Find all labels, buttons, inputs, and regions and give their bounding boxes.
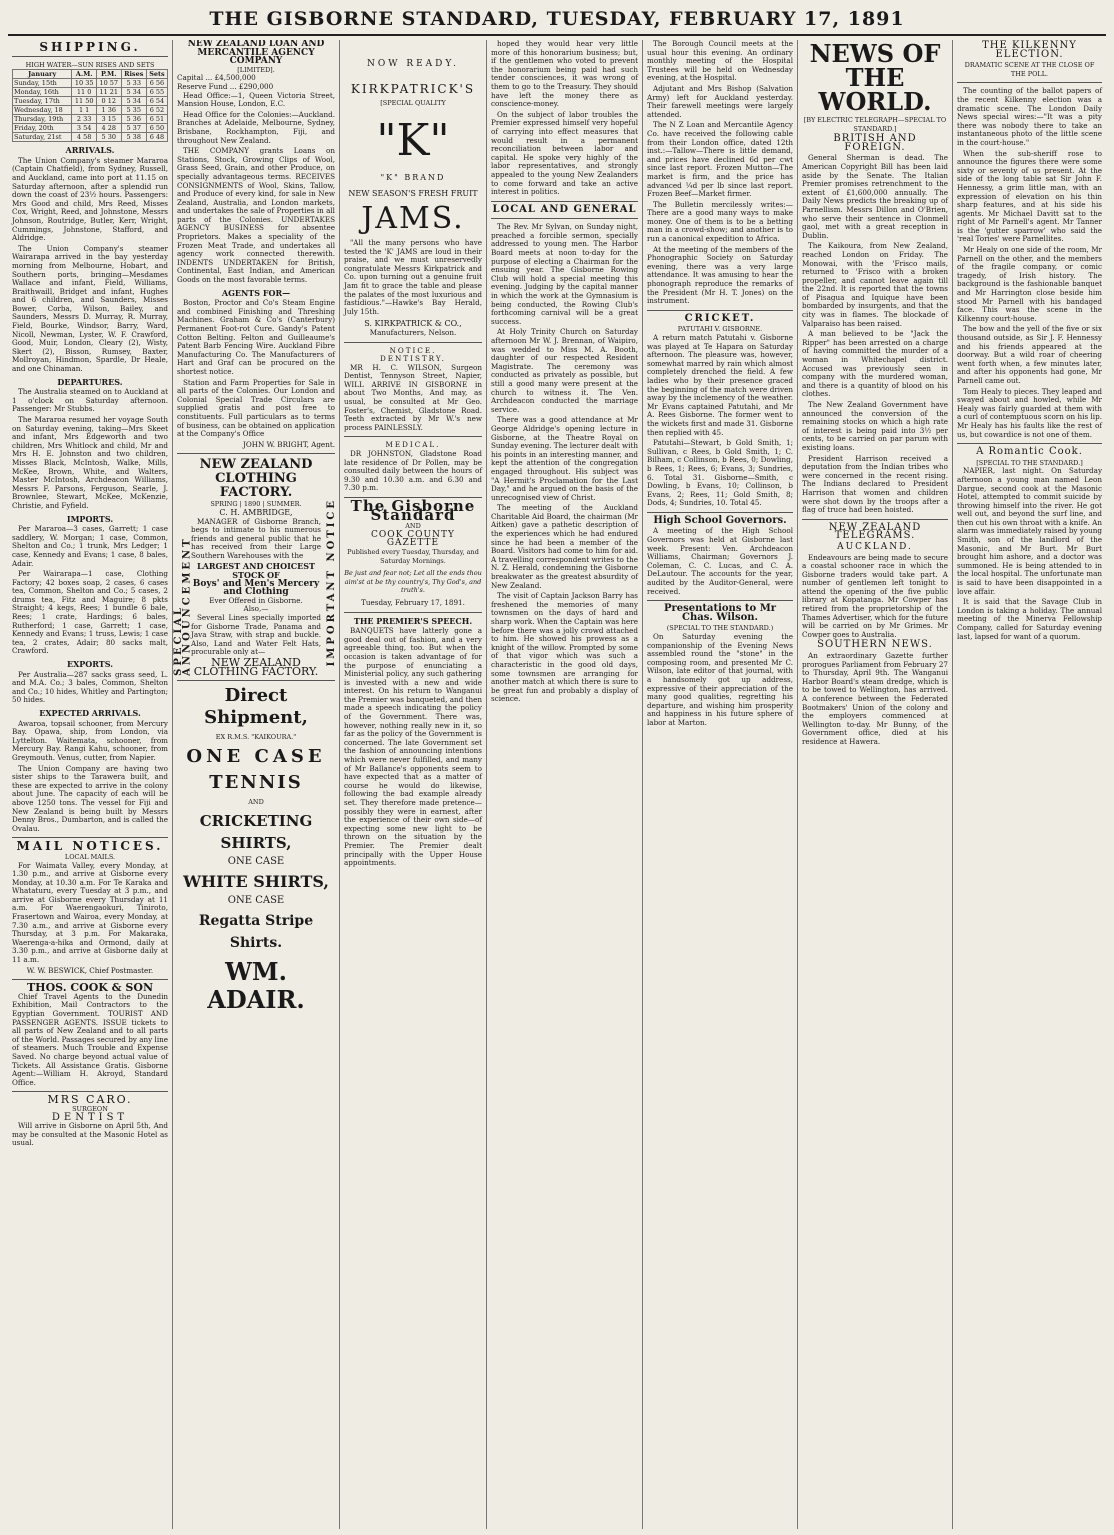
- local-mails-heading: LOCAL MAILS.: [64, 852, 116, 861]
- column-2: [173, 40, 340, 1529]
- agents-title: AGENTS FOR—: [221, 287, 291, 298]
- tide-cell: 5 33: [121, 79, 146, 88]
- kilkenny-text-5: Tom Healy to pieces. They leaped and swayed about and howled, while Mr Healy was fairly guarded at them with a curl of contemptuous scorn on his lip. Mr Healy has his faults like the rest of us, but cowardice is not one of them.: [957, 386, 1102, 439]
- direct-shipment: Direct Shipment,: [204, 685, 308, 729]
- tide-col-header: Sets: [146, 70, 167, 79]
- also-label: Also,—: [243, 604, 269, 614]
- clothing-season: SPRING | 1890 | SUMMER.: [210, 500, 302, 509]
- johnston-text: DR JOHNSTON, Gladstone Road late residence of Dr Pollen, may be consulted daily between the hours of 9.30 and 10.30 a.m. and 6.30 and 7.30 p.m.: [344, 449, 482, 493]
- column-5: [643, 40, 798, 1529]
- local-text-3: There was a good attendance at Mr George Aldridge's opening lecture in Gisborne, at the Theatre Royal on Sunday evening. The lecturer dealt with his points in an interesting manner, and kept the attention of the congregation engaged throughout. His subject was "A Hermit's Proclamation for the Last Day," and he argued on the basis of the unrecognised view of Christ.: [491, 415, 638, 502]
- union-company-text: The Union Company are having two sister ships to the Tarawera built, and these are expected to arrive in the colony about June. The capacity of each will be above 1250 tons. The vessel for Fiji and New Zealand is being built by Messrs Denny Bros., Dumbarton, and is called the Ovalau.: [12, 763, 168, 833]
- vertical-special-announcement: SPECIAL ANNOUNCEMENT: [173, 536, 193, 677]
- tide-cell: 6 52: [146, 106, 167, 115]
- wilson-dentist-text: MR H. C. WILSON, Surgeon Dentist, Tennyson Street, Napier, WILL ARRIVE IN GISBORNE in about Two Months, And may, as usual, be consulted at Mr Geo. Foster's, Chemist, Gladstone Road. Teeth extracted by Mr W.'s new process PAINLESSLY.: [344, 362, 482, 432]
- reserve-fund: Reserve Fund ... £290,000: [177, 81, 274, 91]
- and-label: AND: [248, 797, 264, 806]
- paper-nameplate: The Gisborne Standard: [350, 497, 476, 524]
- tide-row: [13, 133, 168, 142]
- world-text-4: The New Zealand Government have announced the conversion of the remaining stocks on which a high rate of interest is being paid into 3½ per cents, to be carried on par parum with existing loans.: [802, 400, 948, 452]
- presentation-title: Presentations to Mr Chas. Wilson.: [663, 603, 777, 623]
- tide-cell: 4 28: [96, 124, 121, 133]
- news-of-world-title: NEWS OF THE WORLD.: [809, 40, 941, 116]
- imports-text: Per Mararoa—3 cases, Garrett; 1 case saddlery, W. Morgan; 1 case, Common, Shelton and Co.; 1 trunk, Mrs Ledger; 1 case, Kennedy and Evans; 1 case, 8 bales, Adair.: [12, 524, 168, 568]
- medical-title: MEDICAL.: [385, 440, 441, 450]
- tide-cell: 5 34: [121, 88, 146, 97]
- mail-signature: W. W. BESWICK, Chief Postmaster.: [26, 965, 154, 975]
- nz-loan-sub: [LIMITED].: [237, 65, 275, 74]
- one-case-3: ONE CASE: [227, 894, 285, 906]
- romantic-cook-text-2: It is said that the Savage Club in London is taking a holiday. The annual meeting of the Minerva Fellowship Company, called for Saturday evening last, lapsed for want of a quorum.: [957, 597, 1102, 641]
- tide-cell: 10 35: [72, 79, 97, 88]
- tennis: TENNIS: [209, 771, 303, 793]
- premier-speech-title: THE PREMIER'S SPEECH.: [353, 615, 473, 626]
- southern-news-title: SOUTHERN NEWS.: [817, 639, 933, 651]
- tide-cell: Thursday, 19th: [13, 115, 72, 124]
- tide-cell: 5 36: [121, 115, 146, 124]
- presentation-text: On Saturday evening the companionship of the Evening News assembled round the "stone" in the composing room, and presented Mr C. Wilson, late editor of that journal, with a handsomely got up address, expressive of their appreciation of the many good qualities, regretting his departure, and wishing him prosperity and happiness in his future sphere of labor at Marton.: [647, 632, 793, 727]
- agents-text: Boston, Proctor and Co's Steam Engine and combined Finishing and Threshing Machines. Graham & Co's (Canterbury) Permanent Foot-rot Cure. Gandy's Patent Cotton Belting. Felton and Guilleaume's Patent Barb Fencing Wire. Auckland Fibre Manufacturing Co. The Manufacturers of Hart and Graf can be procured on the shortest notice.: [177, 298, 335, 376]
- clothing-text-2: Several Lines specially imported for Gisborne Trade, Panama and Java Straw, with strap and buckle. Also, Land and Water Felt Hats, procurable only at—: [191, 613, 321, 657]
- romantic-cook-title: A Romantic Cook.: [976, 446, 1083, 458]
- tide-cell: 3 15: [96, 115, 121, 124]
- auckland-title: AUCKLAND.: [837, 541, 913, 552]
- tide-cell: 6 48: [146, 133, 167, 142]
- col5-text-5: At the meeting of the members of the Phonographic Society on Saturday evening, there was a very large attendance. It was amusing to hear the phonograph reproduce the remarks of the President (Mr H. T. Jones) on the instrument.: [647, 244, 793, 306]
- regatta-shirts: Regatta Stripe Shirts.: [198, 912, 314, 951]
- romantic-cook-sub: [SPECIAL TO THE STANDARD.]: [976, 458, 1083, 467]
- kilkenny-text-3: Mr Healy on one side of the room, Mr Parnell on the other, and the members of the fragile company, or comic tragedy, of Irish history. The background is the fashionable banquet and Mr Harrington close beside him stood Mr Parnell with his bandaged face. This was the scene in the Kilkenny court-house.: [957, 245, 1102, 323]
- tide-cell: 5 34: [121, 97, 146, 106]
- tide-cell: 5 35: [121, 106, 146, 115]
- masthead: THE GISBORNE STANDARD, TUESDAY, FEBRUARY 17, 1891: [8, 4, 1106, 36]
- kirkpatrick-company: S. KIRKPATRICK & CO.,: [364, 319, 462, 329]
- white-shirts: WHITE SHIRTS,: [183, 871, 329, 891]
- tide-cell: 11 21: [96, 88, 121, 97]
- expected-arrivals-title: EXPECTED ARRIVALS.: [39, 708, 141, 718]
- tide-cell: 6 54: [146, 97, 167, 106]
- world-text-2: The Kaikoura, from New Zealand, reached London on Friday. The Monowai, with the 'Frisco mails, returned to 'Frisco with a broken propeller, and cannot leave again till the 22nd. It is reported that the towns of Pisagua and Iquique have been bombarded by insurgents, and that the city was in flames. The blockade of Valparaiso has been raised.: [802, 241, 948, 328]
- column-3: [340, 40, 487, 1529]
- departures-text-2: The Mararoa resumed her voyage South on Saturday evening, taking—Mrs Skeet and infant, Mrs Edgeworth and two children, Mrs Whitlock and child, Mr and Mrs H. E. Johnston and two children, Misses Black, McIntosh, Walke, Mills, McKee, Brown, White, and Walters, Master McIntosh, Archdeacon Williams, Messrs F. Parsons, Ferguson, Searle, J. Brownlee, Stewart, McKee, McKenzie, Christie, and Fyfield.: [12, 415, 168, 510]
- local-text-4: The meeting of the Auckland Charitable Aid Board, the chairman (Mr Aitken) gave a pathetic description of the experiences which he had endured since he had been a member of the Board. Visitors had come to him for aid. A travelling correspondent writes to the N. Z. Herald, condemning the Gisborne breakwater as the greatest absurdity of New Zealand.: [491, 503, 638, 590]
- caro-title: MRS CARO.: [47, 1093, 133, 1107]
- col4-text-2: On the subject of labor troubles the Premier expressed himself very hopeful of carrying into effect measures that would result in a permanent reconciliation between labor and capital. He spoke very highly of the labor representatives, and strongly appealed to the young New Zealanders to come forward and take an active interest in politics.: [491, 109, 638, 197]
- column-4: [487, 40, 643, 1529]
- world-text-1: General Sherman is dead. The American Copyright Bill has been laid aside by the Senate. The Italian Premier promises retrenchment to the extent of £1,600,000 annually. The Daily News predicts the breaking up of Parnellism. Messrs Dillon and O'Brien, who serve their sentence in Clonmell gaol, met with a great reception in Dublin.: [802, 153, 948, 240]
- british-foreign-title: BRITISH AND FOREIGN.: [833, 133, 917, 153]
- premier-speech-text: BANQUETS have latterly gone a good deal out of fashion, and a very agreeable thing, too. But when the occasion is taken advantage of for the purpose of enunciating a Ministerial policy, any such gathering is invested with a new and wide interest. On his return to Wanganui the Premier was banqueted, and then made a speech indicating the policy of the Government. There was, however, nothing really new in it, so far as the policy of the Government is concerned. The late Government set the fashion of announcing intentions which were never fulfilled, and many of Mr Ballance's opponents seem to have expected that as a matter of course he would do likewise, following the bad example already set. They therefore made pretence—possibly they were in earnest, after the experience of their own side—of expecting some new light to be thrown on the situation by the Premier. The Premier dealt principally with the Upper House appointments.: [344, 626, 482, 868]
- ex-kaikoura: EX R.M.S. "KAIKOURA.": [215, 733, 297, 742]
- tide-cell: 11 50: [72, 97, 97, 106]
- tide-row: [13, 79, 168, 88]
- tide-row: [13, 97, 168, 106]
- tide-cell: Saturday, 21st: [13, 133, 72, 142]
- column-6: [798, 40, 953, 1529]
- tide-heading: HIGH WATER—SUN RISES AND SETS: [25, 60, 155, 69]
- romantic-cook-text: NAPIER, last night. On Saturday afternoon a young man named Leon Dargue, second cook at the Masonic Hotel, attempted to commit suicide by throwing himself into the river. He got well out, and beyond the surf line, and then cut his own throat with a knife. An alarm was immediately raised by young Smith, son of the landlord of the Masonic, and Mr Burt. Mr Burt brought him ashore, and a doctor was summoned. He is being attended to in the local hospital. The unfortunate man is said to have been disappointed in a love affair.: [957, 466, 1103, 596]
- exports-text: Per Australia—287 sacks grass seed, L. and M.A. Co.; 3 bales, Common, Shelton and Co.; 10 hides, Whitley and Partington; 50 hides.: [12, 669, 168, 705]
- largest-stock: LARGEST AND CHOICEST STOCK OF: [197, 561, 315, 581]
- presentation-subtitle: (SPECIAL TO THE STANDARD.): [666, 624, 774, 633]
- caro-text: Will arrive in Gisborne on April 5th, And may be consulted at the Masonic Hotel as usual.: [12, 1121, 168, 1148]
- cricket-scores: Patutahi—Stewart, b Gold Smith, 1; Sullivan, c Rees, b Gold Smith, 1; C. Bilham, c Collinson, b Rees, 0; Dowling, b Rees, 1; Rees, 6; Evans, 3; Sundries, 6. Total 31. Gisborne—Smith, c Dowling, b Evans, 10; Collinson, b Evans, 2; Rees, 11; Gold Smith, 8; Dods, 4; Sundries, 10. Total 45.: [647, 438, 793, 508]
- nz-loan-text-1: Head Office for the Colonies:—Auckland. Branches at Adelaide, Melbourne, Sydney, Brisbane, Rockhampton, Fiji, and throughout New Zealand.: [177, 109, 335, 145]
- kilkenny-text-4: The bow and the yell of the five or six thousand outside, as Sir J. F. Hennessy and his friends appeared at the doorway. But a wild roar of cheering went forth when, a few minutes later, and after his opponents had gone, Mr Parnell came out.: [957, 324, 1102, 385]
- tide-cell: Tuesday, 17th: [13, 97, 72, 106]
- exports-title: EXPORTS.: [66, 659, 114, 670]
- nz-loan-text-2: THE COMPANY grants Loans on Stations, Stock, Growing Clips of Wool, Grass Seed, Grain, and other Produce, on specially advantageous terms. RECEIVES CONSIGNMENTS of Wool, Skins, Tallow, and Produce of every kind, for sale in New Zealand, Australia, and London markets, and undertakes the sale of Properties in all parts of the Colonies. UNDERTAKES AGENCY BUSINESS for absentee Proprietors. Makes a speciality of the Frozen Meat Trade, and undertakes all agency work connected therewith. INDENTS UNDERTAKEN for British, Continental, East Indian, and American Goods on the most favorable terms.: [177, 146, 335, 285]
- arrivals-text: The Union Company's steamer Mararoa (Captain Chatfield), from Sydney, Russell, and Auckland, came into port at 11.15 on Saturday afternoon, after a splendid run down the coast of 23½ hours. Passengers: Mrs Good and child, Mrs Reed, Misses Cox, Wright, Reed, and Johnstone, Messrs Johnson, Routridge, Butler, Kerr, Wright, Cummings, Johnstone, Stafford, and Aldridge.: [12, 155, 168, 243]
- world-text-3: A man believed to be "Jack the Ripper" has been arrested on a charge of having committed the murder of a woman in Whitechapel district. Accused was previously seen in company with the murdered woman, and there is a quantity of blood on his clothes.: [802, 329, 948, 399]
- cricket-text: A return match Patutahi v. Gisborne was played at Te Hapara on Saturday afternoon. The pleasure was, however, somewhat marred by rain which almost completely drenched the field. A few ladies who by their presence graced the beginning of the match were driven away by the inclemency of the weather. Mr Evans captained Patutahi, and Mr A. Rees Gisborne. The former went to the wickets first and made 31. Gisborne then replied with 45.: [647, 333, 793, 437]
- departures-title: DEPARTURES.: [57, 376, 123, 387]
- adair-name: WM. ADAIR.: [207, 956, 305, 1014]
- newspaper-columns: [8, 40, 1106, 1529]
- local-general-title: LOCAL AND GENERAL: [492, 203, 637, 215]
- now-ready: NOW READY.: [366, 59, 460, 69]
- clothing-footer: NEW ZEALAND CLOTHING FACTORY.: [193, 656, 319, 678]
- arrivals-title: ARRIVALS.: [65, 145, 115, 156]
- tide-cell: 11 0: [72, 88, 97, 97]
- kilkenny-title: THE KILKENNY ELECTION.: [982, 40, 1077, 60]
- issue-date: Tuesday, February 17, 1891.: [361, 597, 465, 607]
- col5-text-4: The Bulletin mercilessly writes:—There are a good many ways to make money. One of them is to be a betting man in a crowd-show; and another is to run a canonical expedition to Africa.: [647, 199, 793, 244]
- kirkpatrick-title: KIRKPATRICK'S: [350, 81, 476, 96]
- tide-cell: 1 36: [96, 106, 121, 115]
- tide-table: [12, 69, 168, 142]
- tide-row: [13, 115, 168, 124]
- mail-text: For Waimata Valley, every Monday, at 1.30 p.m., and arrive at Gisborne every Monday, at 10.30 a.m. For Te Karaka and Whataturu, every Tuesday at 3 p.m., and arrive at Gisborne every Thursday at 11 a.m. For Waerengaokuri, Tiniroto, Frasertown and Wairoa, every Monday, at 7.30 a.m., and arrive at Gisborne every Thursday, at 3 p.m. For Makaraka, Waerenga-a-hika and Ormond, daily at 3.30 p.m., and arrive at Gisborne daily at 11 a.m.: [12, 860, 168, 965]
- mail-notices-title: MAIL NOTICES.: [16, 839, 164, 854]
- tide-cell: 6 51: [146, 115, 167, 124]
- cook-title: THOS. COOK & SON: [26, 981, 154, 995]
- tide-cell: 5 38: [121, 133, 146, 142]
- tide-cell: 6 50: [146, 124, 167, 133]
- kilkenny-text-2: When the sub-sheriff rose to announce the figures there were some sixty or seventy of us present. At the side of the long table sat Sir John F. Hennessy, a grim little man, with an expression of elevation on his thin sharp features, and at his side his agents. Mr Michael Davitt sat to the right of Mr Parnell's agent. Mr Tanner is the 'gutter sparrow' who said the 'real Tories' were Parnellites.: [957, 148, 1102, 244]
- tide-row: [13, 124, 168, 133]
- nz-loan-title: NEW ZEALAND LOAN AND MERCANTILE AGENCY COMPANY: [187, 40, 325, 67]
- kirkpatrick-sub: [SPECIAL QUALITY: [380, 99, 446, 108]
- cricket-title: CRICKET.: [684, 312, 756, 324]
- fresh-fruit: NEW SEASON'S FRESH FRUIT: [348, 189, 478, 199]
- notice-title: NOTICE.: [389, 345, 437, 355]
- col5-text-2: Adjutant and Mrs Bishop (Salvation Army) left for Auckland yesterday. Their farewell meetings were largely attended.: [647, 83, 793, 119]
- column-7: [953, 40, 1106, 1529]
- kirkpatrick-text: "All the many persons who have tested the 'K' JAMS are loud in their praise, and we must unreservedly congratulate Messrs Kirkpatrick and Co. upon turning out a genuine fruit Jam fit to grace the table and please the palates of the most luxurious and fastidious."—Hawke's Bay Herald, July 15th.: [344, 237, 482, 316]
- tide-cell: 10 57: [96, 79, 121, 88]
- shipping-title: SHIPPING.: [39, 40, 141, 54]
- departures-text: The Australia steamed on to Auckland at 1 o'clock on Saturday afternoon. Passenger: Mr Stubbs.: [12, 387, 168, 414]
- paper-publication: Published every Tuesday, Thursday, and Saturday Mornings.: [347, 547, 479, 565]
- tide-cell: 5 30: [96, 133, 121, 142]
- local-text-2: At Holy Trinity Church on Saturday afternoon Mr W. J. Brennan, of Waipiro, was wedded to Miss M. A. Booth, daughter of our respected Resident Magistrate. The ceremony was conducted as privately as possible, but still a good many were present at the church to witness it. The Ven. Archdeacon conducted the marriage service.: [491, 327, 638, 414]
- news-of-world-sub: [BY ELECTRIC TELEGRAPH—SPECIAL TO STANDARD.]: [803, 116, 947, 133]
- col5-text-1: The Borough Council meets at the usual hour this evening. An ordinary monthly meeting of the Hospital Trustees will be held on Wednesday evening, at the Hospital.: [647, 40, 793, 83]
- tide-cell: 5 37: [121, 124, 146, 133]
- paper-motto: Be just and fear not; Let all the ends thou aim'st at be thy country's, Thy God's, and truth's.: [344, 569, 482, 595]
- tide-cell: 3 54: [72, 124, 97, 133]
- tide-cell: Wednesday, 18: [13, 106, 72, 115]
- tide-col-header: January: [13, 70, 72, 79]
- expected-arrivals-text: Awaroa, topsail schooner, from Mercury Bay. Opawa, ship, from London, via Lyttelton. Waitemata, schooner, from Mercury Bay. Rangi Kahu, schooner, from Greymouth. Venus, cutter, from Napier.: [12, 718, 168, 762]
- high-school-text: A meeting of the High School Governors was held at Gisborne last week. Present: Ven. Archdeacon Williams, Chairman; Governors J. Coleman, C. C. Lucas, and C. A. DeLautour. The accounts for the year, audited by the Auditor-General, were received.: [647, 526, 793, 596]
- tide-cell: 2 33: [72, 115, 97, 124]
- column-1: [8, 40, 173, 1529]
- dentistry-title: DENTISTRY.: [380, 354, 446, 364]
- cricket-subtitle: PATUTAHI V. GISBORNE.: [677, 325, 763, 334]
- tide-cell: 6 55: [146, 88, 167, 97]
- col5-text-3: The N Z Loan and Mercantile Agency Co. have received the following cable from their London office, dated 12th inst.:—Tallow—There is little demand, and prices have declined 6d per cwt since last report. Frozen Mutton—The market is firm, and the price has advanced ¼d per lb since last report. Frozen Beef—Market firmer.: [647, 120, 793, 199]
- tide-col-header: P.M.: [96, 70, 121, 79]
- tide-row: [13, 106, 168, 115]
- clothing-text: MANAGER of Gisborne Branch, begs to intimate to his numerous friends and general public that he has received from their Large Southern Warehouses with the: [191, 516, 321, 560]
- nz-telegrams-title: NEW ZEALAND TELEGRAMS.: [828, 521, 922, 542]
- ever-offered: Ever Offered in Gisborne.: [209, 595, 303, 605]
- kirkpatrick-place: Manufacturers, Nelson.: [369, 327, 457, 337]
- k-brand-logo: "K": [376, 114, 450, 166]
- one-case-2: ONE CASE: [227, 856, 285, 868]
- local-text-5: The visit of Captain Jackson Barry has freshened the memories of many townsmen on the days of hard and sharp work. When the Captain was here before there was a jolly crowd attached to him. He showed his prowess as a knight of the willow. Prompted by some of that vigor which was such a characteristic in the good old days, some townsmen are arranging for another match at which there is sure to be great fun and probably a display of science.: [491, 591, 638, 704]
- vertical-important-notice: IMPORTANT NOTICE: [326, 498, 338, 667]
- imports-text-2: Per Wairarapa—1 case, Clothing Factory; 42 boxes soap, 2 cases, 6 cases tea, Common, Shelton and Co.; 5 cases, 2 drums tea, Fitz and Maguire; 8 pkts Straight; 4 kegs, Rees; 1 bundle 6 bale, Rees; 1 crate, Hardings; 6 bales, Rutherford; 1 case, Garrett; 1 case, Kennedy and Evans; 1 truss, Lewis; 1 case tea, 2 crates, Adair; 80 sacks malt, Crawford.: [12, 569, 168, 656]
- high-school-title: High School Governors.: [653, 514, 787, 526]
- southern-text: An extraordinary Gazette further prorogues Parliament from February 27 to Thursday, April 9th. The Wanganui Harbor Board's steam dredge, which is to be towed to Wellington, has arrived. A conference between the Federated Bootmakers' Union of the colony and the employers commenced at Wellington to-day. Mr Bunny, of the Government office, died at his residence at Hawera.: [802, 651, 948, 746]
- tide-cell: Sunday, 15th: [13, 79, 72, 88]
- jams-title: JAMS.: [361, 200, 465, 236]
- local-text-1: The Rev. Mr Sylvan, on Sunday night, preached a forcible sermon, specially addressed to young men. The Harbor Board meets at noon to-day for the purpose of electing a Chairman for the ensuing year. The Gisborne Rowing Club will hold a special meeting this evening. Judging by the capital manner in which the work at the Gymnasium is being conducted, the Rowing Club's forthcoming carnival will be a great success.: [491, 222, 638, 326]
- kilkenny-subtitle: DRAMATIC SCENE AT THE CLOSE OF THE POLL.: [964, 61, 1095, 78]
- one-case-1: ONE CASE: [186, 745, 326, 767]
- tide-row: [13, 88, 168, 97]
- tide-col-header: Rises: [121, 70, 146, 79]
- caro-surgeon: SURGEON: [72, 1104, 108, 1113]
- cricketing-shirts: CRICKETING SHIRTS,: [199, 812, 313, 853]
- tide-cell: 6 56: [146, 79, 167, 88]
- auckland-text: Endeavours are being made to secure a coastal schooner race in which the Gisborne traders would take part. A number of gentlemen left tonight to attend the opening of the five public library at Kopatanga. Mr Cowper has retired from the proprietorship of the Thames Advertiser, which for the future will be carried on by Mr Grimes. Mr Cowper goes to Australia.: [802, 552, 948, 639]
- nz-loan-text-3: Station and Farm Properties for Sale in all parts of the Colonies. Our London and Colonial Special Trade Circulars are supplied gratis and post free to constituents. Full particulars as to terms of business, can be obtained on application at the Company's Office: [177, 377, 335, 439]
- imports-title: IMPORTS.: [66, 513, 114, 524]
- k-brand-label: "K" BRAND: [380, 172, 446, 182]
- arrivals-text-2: The Union Company's steamer Wairarapa arrived in the bay yesterday morning from Melbourne, Hobart, and Southern ports, bringing—Mesdames Wallace and infant, Field, Williams, Braithwaill, Bridget and infant, Hughes and 6 children, and Saunders, Misses Bower, Corba, Wilson, Bailey, and Saunders, Messrs D. Murray, R. Murray, Field, Bourke, Windsor, Barry, Ward, Nicoll, Newman, Lyster, W. F. Crawford, Good, Muir, London, Cleary (2), Wisty, Skert (2), Bisson, Rumsey, Baxter, Mollroyan, Hindmon, Spardle, Dr Heale, and one Chinaman.: [12, 243, 168, 374]
- kilkenny-text-1: The counting of the ballot papers of the recent Kilkenny election was a dramatic scene. The London Daily News special wires:—"It was a pity there was nobody there to take an instantaneous photo of the little scene in the court-house.": [957, 86, 1102, 147]
- nz-loan-signature: JOHN W. BRIGHT, Agent.: [242, 439, 335, 449]
- tide-cell: 4 58: [72, 133, 97, 142]
- clothing-title: NEW ZEALAND CLOTHING FACTORY.: [199, 457, 313, 501]
- head-office: Head Office:—1, Queen Victoria Street, Mansion House, London, E.C.: [177, 90, 335, 109]
- tide-cell: 1 1: [72, 106, 97, 115]
- caro-dentist: DENTIST: [51, 1111, 129, 1123]
- capital: Capital ... £4,500,000: [177, 73, 256, 83]
- tide-cell: 0 12: [96, 97, 121, 106]
- ambridge-name: C. H. AMBRIDGE,: [219, 507, 293, 517]
- paper-and: AND: [405, 522, 421, 531]
- tide-cell: Friday, 20th: [13, 124, 72, 133]
- tide-col-header: A.M.: [72, 70, 97, 79]
- col4-text-1: hoped they would hear very little more of this honorarium business; but, if the gentlemen who voted to prevent the honorarium being paid had such tender consciences, it was wrong of them to go to the Treasury. They should have left the money there as conscience-money.: [491, 40, 638, 109]
- cook-text: Chief Travel Agents to the Dunedin Exhibition, Mail Contractors to the Egyptian Government. TOURIST AND PASSENGER AGENTS. ISSUE tickets to all parts of New Zealand and to all parts of the World. Passages secured by any line of steamers. Much Trouble and Expense Saved. No charge beyond actual value of Tickets. All Assistance Gratis. Gisborne Agent:—William H. Akroyd, Standard Office.: [12, 991, 168, 1087]
- tide-cell: Monday, 16th: [13, 88, 72, 97]
- paper-subtitle: COOK COUNTY GAZETTE: [371, 529, 455, 549]
- world-text-5: President Harrison received a deputation from the Indian tribes who were concerned in the recent rising. The Indians declared to President Harrison that women and children were shot down by the troops after a flag of truce had been hoisted.: [802, 453, 948, 515]
- boys-mens-clothing: Boys' and Men's Mercery and Clothing: [192, 578, 320, 598]
